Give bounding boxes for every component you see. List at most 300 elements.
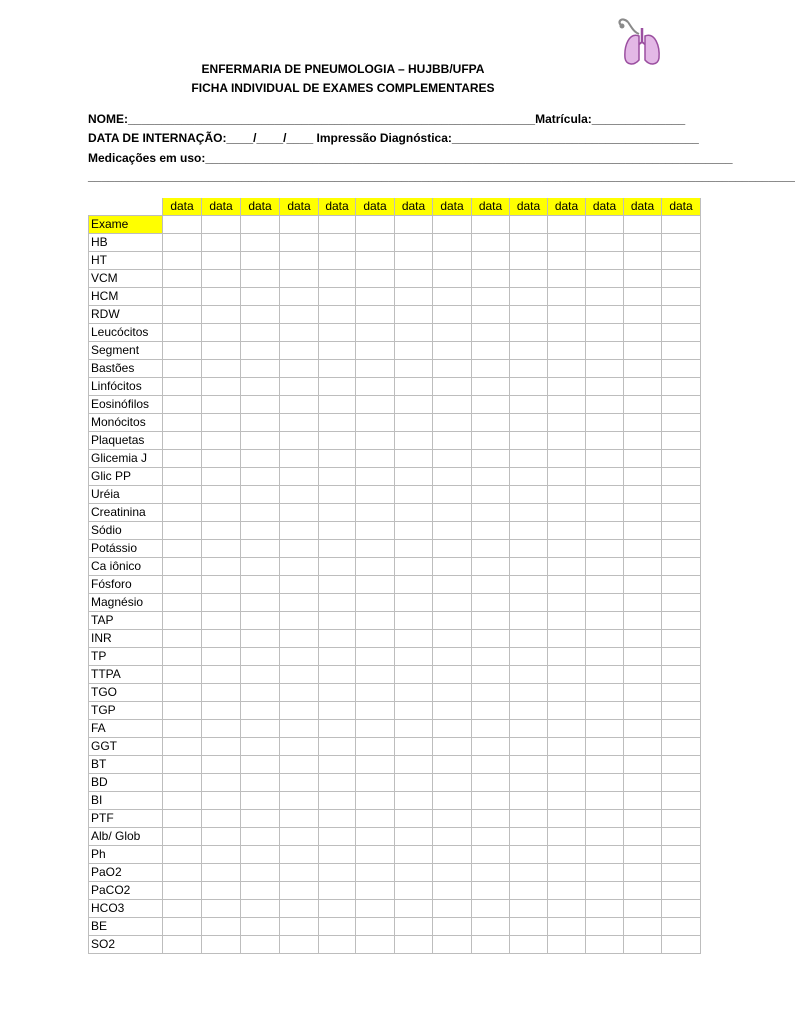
result-cell[interactable]	[433, 288, 472, 306]
result-cell[interactable]	[548, 216, 586, 234]
result-cell[interactable]	[433, 342, 472, 360]
result-cell[interactable]	[395, 396, 433, 414]
result-cell[interactable]	[586, 342, 624, 360]
result-cell[interactable]	[241, 738, 280, 756]
result-cell[interactable]	[548, 774, 586, 792]
result-cell[interactable]	[319, 648, 356, 666]
result-cell[interactable]	[319, 414, 356, 432]
result-cell[interactable]	[241, 558, 280, 576]
result-cell[interactable]	[202, 522, 241, 540]
result-cell[interactable]	[241, 684, 280, 702]
result-cell[interactable]	[241, 450, 280, 468]
result-cell[interactable]	[433, 612, 472, 630]
admission-diagnosis-field[interactable]: DATA DE INTERNAÇÃO:____/____/____ Impressão Diagnóstica:_____________________________________	[88, 131, 699, 145]
result-cell[interactable]	[624, 648, 662, 666]
result-cell[interactable]	[624, 882, 662, 900]
result-cell[interactable]	[510, 414, 548, 432]
result-cell[interactable]	[395, 504, 433, 522]
result-cell[interactable]	[624, 576, 662, 594]
result-cell[interactable]	[510, 504, 548, 522]
result-cell[interactable]	[586, 720, 624, 738]
result-cell[interactable]	[433, 918, 472, 936]
result-cell[interactable]	[510, 936, 548, 954]
result-cell[interactable]	[241, 270, 280, 288]
result-cell[interactable]	[662, 594, 701, 612]
result-cell[interactable]	[510, 468, 548, 486]
result-cell[interactable]	[163, 450, 202, 468]
date-header-1[interactable]: data	[163, 198, 202, 216]
result-cell[interactable]	[662, 864, 701, 882]
result-cell[interactable]	[662, 432, 701, 450]
result-cell[interactable]	[510, 864, 548, 882]
result-cell[interactable]	[319, 756, 356, 774]
name-registration-field[interactable]: NOME:_____________________________________________________________Matrícula:______________	[88, 112, 686, 126]
result-cell[interactable]	[395, 774, 433, 792]
result-cell[interactable]	[586, 522, 624, 540]
result-cell[interactable]	[319, 666, 356, 684]
result-cell[interactable]	[586, 396, 624, 414]
result-cell[interactable]	[280, 252, 319, 270]
result-cell[interactable]	[662, 648, 701, 666]
medications-field[interactable]: Medicações em uso:_______________________________________________________________________________	[88, 151, 733, 165]
result-cell[interactable]	[395, 792, 433, 810]
result-cell[interactable]	[356, 414, 395, 432]
result-cell[interactable]	[624, 324, 662, 342]
result-cell[interactable]	[662, 720, 701, 738]
result-cell[interactable]	[548, 270, 586, 288]
result-cell[interactable]	[624, 450, 662, 468]
result-cell[interactable]	[472, 378, 510, 396]
result-cell[interactable]	[472, 504, 510, 522]
result-cell[interactable]	[624, 936, 662, 954]
result-cell[interactable]	[241, 882, 280, 900]
result-cell[interactable]	[356, 756, 395, 774]
result-cell[interactable]	[202, 324, 241, 342]
result-cell[interactable]	[510, 576, 548, 594]
result-cell[interactable]	[662, 468, 701, 486]
result-cell[interactable]	[202, 882, 241, 900]
result-cell[interactable]	[548, 432, 586, 450]
result-cell[interactable]	[548, 378, 586, 396]
result-cell[interactable]	[510, 792, 548, 810]
result-cell[interactable]	[472, 612, 510, 630]
result-cell[interactable]	[472, 468, 510, 486]
result-cell[interactable]	[280, 630, 319, 648]
result-cell[interactable]	[624, 594, 662, 612]
result-cell[interactable]	[395, 936, 433, 954]
result-cell[interactable]	[319, 900, 356, 918]
result-cell[interactable]	[548, 702, 586, 720]
result-cell[interactable]	[356, 612, 395, 630]
result-cell[interactable]	[433, 450, 472, 468]
result-cell[interactable]	[280, 864, 319, 882]
result-cell[interactable]	[319, 774, 356, 792]
result-cell[interactable]	[433, 360, 472, 378]
result-cell[interactable]	[433, 792, 472, 810]
result-cell[interactable]	[356, 378, 395, 396]
result-cell[interactable]	[280, 774, 319, 792]
result-cell[interactable]	[433, 576, 472, 594]
result-cell[interactable]	[624, 342, 662, 360]
result-cell[interactable]	[472, 792, 510, 810]
result-cell[interactable]	[202, 396, 241, 414]
result-cell[interactable]	[586, 468, 624, 486]
result-cell[interactable]	[202, 900, 241, 918]
result-cell[interactable]	[624, 396, 662, 414]
result-cell[interactable]	[356, 918, 395, 936]
result-cell[interactable]	[163, 324, 202, 342]
result-cell[interactable]	[319, 234, 356, 252]
date-header-6[interactable]: data	[356, 198, 395, 216]
result-cell[interactable]	[472, 810, 510, 828]
result-cell[interactable]	[472, 252, 510, 270]
result-cell[interactable]	[586, 234, 624, 252]
result-cell[interactable]	[280, 702, 319, 720]
result-cell[interactable]	[241, 324, 280, 342]
result-cell[interactable]	[472, 216, 510, 234]
result-cell[interactable]	[662, 792, 701, 810]
result-cell[interactable]	[202, 792, 241, 810]
result-cell[interactable]	[586, 666, 624, 684]
date-header-11[interactable]: data	[548, 198, 586, 216]
result-cell[interactable]	[472, 864, 510, 882]
result-cell[interactable]	[586, 450, 624, 468]
result-cell[interactable]	[472, 738, 510, 756]
result-cell[interactable]	[241, 720, 280, 738]
result-cell[interactable]	[586, 828, 624, 846]
date-header-8[interactable]: data	[433, 198, 472, 216]
result-cell[interactable]	[395, 306, 433, 324]
result-cell[interactable]	[433, 414, 472, 432]
result-cell[interactable]	[472, 720, 510, 738]
result-cell[interactable]	[202, 540, 241, 558]
date-header-9[interactable]: data	[472, 198, 510, 216]
result-cell[interactable]	[356, 252, 395, 270]
result-cell[interactable]	[319, 252, 356, 270]
result-cell[interactable]	[356, 324, 395, 342]
result-cell[interactable]	[624, 414, 662, 432]
result-cell[interactable]	[662, 378, 701, 396]
result-cell[interactable]	[395, 360, 433, 378]
result-cell[interactable]	[202, 594, 241, 612]
result-cell[interactable]	[586, 684, 624, 702]
result-cell[interactable]	[548, 684, 586, 702]
result-cell[interactable]	[472, 648, 510, 666]
result-cell[interactable]	[280, 810, 319, 828]
result-cell[interactable]	[280, 234, 319, 252]
result-cell[interactable]	[163, 666, 202, 684]
result-cell[interactable]	[356, 846, 395, 864]
result-cell[interactable]	[241, 216, 280, 234]
result-cell[interactable]	[548, 522, 586, 540]
result-cell[interactable]	[241, 522, 280, 540]
result-cell[interactable]	[662, 216, 701, 234]
result-cell[interactable]	[395, 846, 433, 864]
result-cell[interactable]	[433, 684, 472, 702]
result-cell[interactable]	[510, 828, 548, 846]
result-cell[interactable]	[624, 720, 662, 738]
result-cell[interactable]	[356, 648, 395, 666]
result-cell[interactable]	[319, 378, 356, 396]
result-cell[interactable]	[510, 234, 548, 252]
result-cell[interactable]	[319, 288, 356, 306]
result-cell[interactable]	[241, 594, 280, 612]
result-cell[interactable]	[319, 864, 356, 882]
result-cell[interactable]	[356, 342, 395, 360]
result-cell[interactable]	[395, 270, 433, 288]
result-cell[interactable]	[472, 828, 510, 846]
result-cell[interactable]	[624, 630, 662, 648]
result-cell[interactable]	[356, 900, 395, 918]
result-cell[interactable]	[280, 792, 319, 810]
date-header-12[interactable]: data	[586, 198, 624, 216]
result-cell[interactable]	[319, 342, 356, 360]
result-cell[interactable]	[163, 612, 202, 630]
result-cell[interactable]	[163, 216, 202, 234]
result-cell[interactable]	[202, 738, 241, 756]
result-cell[interactable]	[548, 882, 586, 900]
result-cell[interactable]	[395, 468, 433, 486]
result-cell[interactable]	[548, 558, 586, 576]
result-cell[interactable]	[163, 378, 202, 396]
result-cell[interactable]	[586, 360, 624, 378]
result-cell[interactable]	[280, 504, 319, 522]
result-cell[interactable]	[241, 846, 280, 864]
result-cell[interactable]	[662, 846, 701, 864]
result-cell[interactable]	[510, 900, 548, 918]
result-cell[interactable]	[510, 648, 548, 666]
result-cell[interactable]	[395, 756, 433, 774]
result-cell[interactable]	[163, 684, 202, 702]
result-cell[interactable]	[548, 846, 586, 864]
result-cell[interactable]	[241, 774, 280, 792]
result-cell[interactable]	[202, 468, 241, 486]
result-cell[interactable]	[586, 738, 624, 756]
result-cell[interactable]	[433, 468, 472, 486]
result-cell[interactable]	[241, 288, 280, 306]
result-cell[interactable]	[662, 360, 701, 378]
result-cell[interactable]	[356, 576, 395, 594]
result-cell[interactable]	[586, 612, 624, 630]
result-cell[interactable]	[662, 450, 701, 468]
result-cell[interactable]	[662, 900, 701, 918]
result-cell[interactable]	[202, 648, 241, 666]
result-cell[interactable]	[548, 756, 586, 774]
result-cell[interactable]	[395, 882, 433, 900]
result-cell[interactable]	[433, 234, 472, 252]
result-cell[interactable]	[510, 216, 548, 234]
result-cell[interactable]	[319, 450, 356, 468]
result-cell[interactable]	[548, 666, 586, 684]
result-cell[interactable]	[319, 810, 356, 828]
result-cell[interactable]	[202, 234, 241, 252]
result-cell[interactable]	[202, 216, 241, 234]
result-cell[interactable]	[395, 648, 433, 666]
result-cell[interactable]	[163, 828, 202, 846]
result-cell[interactable]	[510, 846, 548, 864]
result-cell[interactable]	[548, 936, 586, 954]
result-cell[interactable]	[433, 648, 472, 666]
result-cell[interactable]	[472, 936, 510, 954]
result-cell[interactable]	[202, 630, 241, 648]
result-cell[interactable]	[163, 630, 202, 648]
result-cell[interactable]	[163, 900, 202, 918]
result-cell[interactable]	[624, 738, 662, 756]
result-cell[interactable]	[548, 306, 586, 324]
result-cell[interactable]	[319, 594, 356, 612]
result-cell[interactable]	[395, 810, 433, 828]
result-cell[interactable]	[356, 666, 395, 684]
result-cell[interactable]	[356, 486, 395, 504]
result-cell[interactable]	[280, 342, 319, 360]
result-cell[interactable]	[548, 414, 586, 432]
result-cell[interactable]	[510, 306, 548, 324]
result-cell[interactable]	[241, 810, 280, 828]
result-cell[interactable]	[356, 234, 395, 252]
result-cell[interactable]	[395, 900, 433, 918]
result-cell[interactable]	[662, 810, 701, 828]
result-cell[interactable]	[202, 288, 241, 306]
result-cell[interactable]	[586, 918, 624, 936]
result-cell[interactable]	[202, 756, 241, 774]
result-cell[interactable]	[510, 450, 548, 468]
result-cell[interactable]	[395, 522, 433, 540]
result-cell[interactable]	[241, 756, 280, 774]
result-cell[interactable]	[395, 918, 433, 936]
result-cell[interactable]	[202, 486, 241, 504]
result-cell[interactable]	[586, 504, 624, 522]
result-cell[interactable]	[319, 738, 356, 756]
result-cell[interactable]	[510, 738, 548, 756]
result-cell[interactable]	[395, 234, 433, 252]
result-cell[interactable]	[163, 504, 202, 522]
result-cell[interactable]	[433, 558, 472, 576]
result-cell[interactable]	[662, 666, 701, 684]
result-cell[interactable]	[548, 648, 586, 666]
result-cell[interactable]	[433, 702, 472, 720]
result-cell[interactable]	[163, 918, 202, 936]
result-cell[interactable]	[395, 594, 433, 612]
result-cell[interactable]	[586, 936, 624, 954]
result-cell[interactable]	[241, 612, 280, 630]
result-cell[interactable]	[395, 216, 433, 234]
result-cell[interactable]	[433, 720, 472, 738]
result-cell[interactable]	[586, 702, 624, 720]
result-cell[interactable]	[202, 918, 241, 936]
result-cell[interactable]	[280, 828, 319, 846]
result-cell[interactable]	[395, 684, 433, 702]
result-cell[interactable]	[472, 558, 510, 576]
result-cell[interactable]	[586, 630, 624, 648]
result-cell[interactable]	[510, 720, 548, 738]
result-cell[interactable]	[624, 774, 662, 792]
result-cell[interactable]	[241, 396, 280, 414]
result-cell[interactable]	[472, 882, 510, 900]
result-cell[interactable]	[395, 288, 433, 306]
result-cell[interactable]	[510, 630, 548, 648]
result-cell[interactable]	[163, 270, 202, 288]
result-cell[interactable]	[433, 936, 472, 954]
result-cell[interactable]	[280, 270, 319, 288]
result-cell[interactable]	[395, 702, 433, 720]
result-cell[interactable]	[662, 684, 701, 702]
result-cell[interactable]	[319, 828, 356, 846]
result-cell[interactable]	[163, 306, 202, 324]
result-cell[interactable]	[472, 360, 510, 378]
result-cell[interactable]	[319, 432, 356, 450]
result-cell[interactable]	[241, 252, 280, 270]
result-cell[interactable]	[163, 342, 202, 360]
result-cell[interactable]	[202, 450, 241, 468]
result-cell[interactable]	[319, 216, 356, 234]
result-cell[interactable]	[662, 918, 701, 936]
result-cell[interactable]	[510, 756, 548, 774]
result-cell[interactable]	[356, 774, 395, 792]
result-cell[interactable]	[662, 234, 701, 252]
result-cell[interactable]	[624, 522, 662, 540]
result-cell[interactable]	[163, 558, 202, 576]
result-cell[interactable]	[395, 612, 433, 630]
result-cell[interactable]	[472, 324, 510, 342]
result-cell[interactable]	[662, 612, 701, 630]
result-cell[interactable]	[241, 792, 280, 810]
result-cell[interactable]	[586, 432, 624, 450]
result-cell[interactable]	[510, 522, 548, 540]
result-cell[interactable]	[510, 702, 548, 720]
result-cell[interactable]	[586, 486, 624, 504]
result-cell[interactable]	[472, 630, 510, 648]
result-cell[interactable]	[319, 270, 356, 288]
result-cell[interactable]	[510, 432, 548, 450]
result-cell[interactable]	[510, 918, 548, 936]
result-cell[interactable]	[163, 396, 202, 414]
result-cell[interactable]	[395, 738, 433, 756]
result-cell[interactable]	[662, 306, 701, 324]
result-cell[interactable]	[202, 936, 241, 954]
result-cell[interactable]	[548, 630, 586, 648]
result-cell[interactable]	[510, 774, 548, 792]
result-cell[interactable]	[548, 720, 586, 738]
result-cell[interactable]	[662, 288, 701, 306]
result-cell[interactable]	[319, 306, 356, 324]
result-cell[interactable]	[472, 396, 510, 414]
result-cell[interactable]	[433, 486, 472, 504]
result-cell[interactable]	[395, 828, 433, 846]
result-cell[interactable]	[356, 396, 395, 414]
result-cell[interactable]	[586, 306, 624, 324]
result-cell[interactable]	[280, 360, 319, 378]
result-cell[interactable]	[548, 504, 586, 522]
result-cell[interactable]	[202, 774, 241, 792]
result-cell[interactable]	[163, 774, 202, 792]
result-cell[interactable]	[356, 684, 395, 702]
result-cell[interactable]	[356, 864, 395, 882]
result-cell[interactable]	[472, 540, 510, 558]
result-cell[interactable]	[356, 828, 395, 846]
result-cell[interactable]	[662, 522, 701, 540]
result-cell[interactable]	[624, 540, 662, 558]
result-cell[interactable]	[586, 558, 624, 576]
result-cell[interactable]	[202, 846, 241, 864]
result-cell[interactable]	[662, 774, 701, 792]
result-cell[interactable]	[319, 630, 356, 648]
result-cell[interactable]	[241, 540, 280, 558]
result-cell[interactable]	[280, 594, 319, 612]
result-cell[interactable]	[472, 756, 510, 774]
result-cell[interactable]	[163, 432, 202, 450]
result-cell[interactable]	[356, 450, 395, 468]
result-cell[interactable]	[510, 612, 548, 630]
